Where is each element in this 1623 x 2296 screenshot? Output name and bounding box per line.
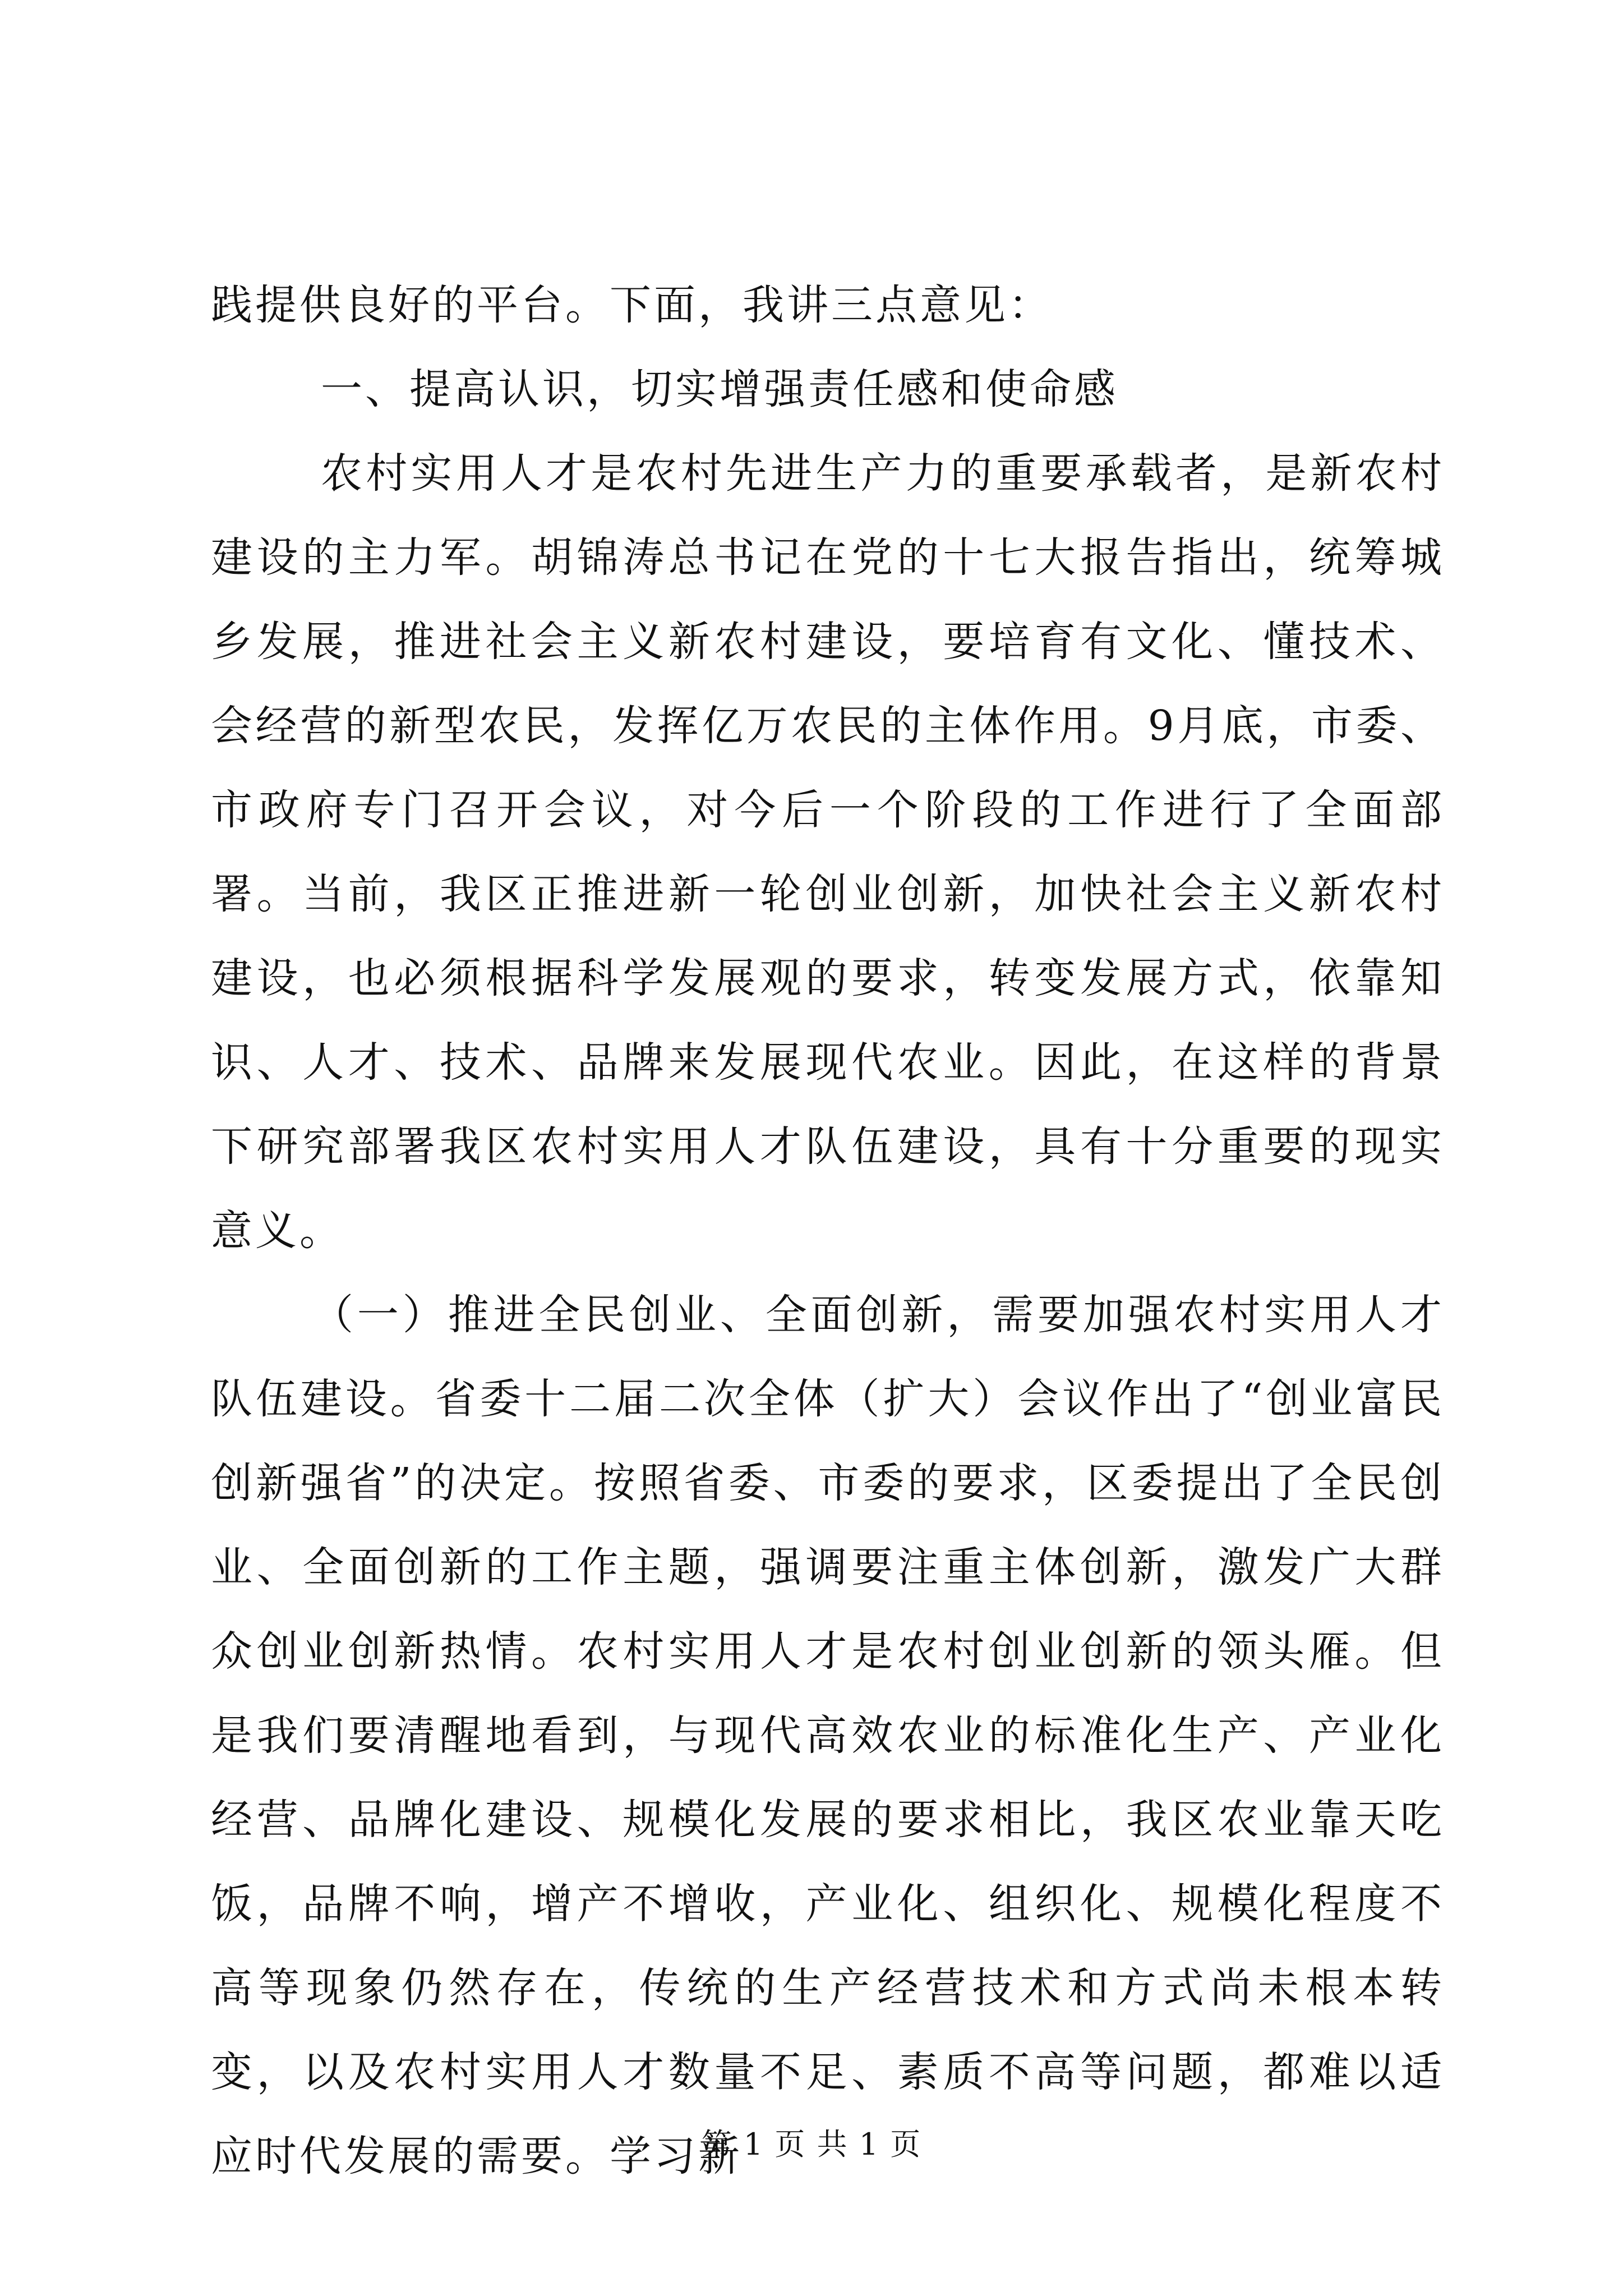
paragraph-continuation: 践提供良好的平台。下面，我讲三点意见： [211,281,1053,329]
section-heading: 一、提高认识，切实增强责任感和使命感 [321,365,1118,413]
paragraph-subsection-one: （一）推进全民创业、全面创新，需要加强农村实用人才队伍建设。省委十二届二次全体（扩大）会议作出了“创业富民创新强省”的决定。按照省委、市委的要求，区委提出了全民创业、全面创新的工作主题，强调要注重主体创新，激发广大群众创业创新热情。农村实用人才是农村创业创新的领头雁。但是我们要清醒地看到，与现代高效农业的标准化生产、产业化经营、品牌化建设、规模化发展的要求相比，我区农业靠天吃饭，品牌不响，增产不增收，产业化、组织化、规模化程度不高等现象仍然存在，传统的生产经营技术和方式尚未根本转变，以及农村实用人才数量不足、素质不高等问题，都难以适应时代发展的需要。学习新 [211,1291,1445,2180]
paragraph-importance: 农村实用人才是农村先进生产力的重要承载者，是新农村建设的主力军。胡锦涛总书记在党的十七大报告指出，统筹城乡发展，推进社会主义新农村建设，要培育有文化、懂技术、会经营的新型农民，发挥亿万农民的主体作用。9月底，市委、市政府专门召开会议，对今后一个阶段的工作进行了全面部署。当前，我区正推进新一轮创业创新，加快社会主义新农村建设，也必须根据科学发展观的要求，转变发展方式，依靠知识、人才、技术、品牌来发展现代农业。因此，在这样的背景下研究部署我区农村实用人才队伍建设，具有十分重要的现实意义。 [211,449,1445,1255]
document-body [211,263,1445,2198]
page-footer: 第 1 页 共 1 页 [701,2127,922,2162]
